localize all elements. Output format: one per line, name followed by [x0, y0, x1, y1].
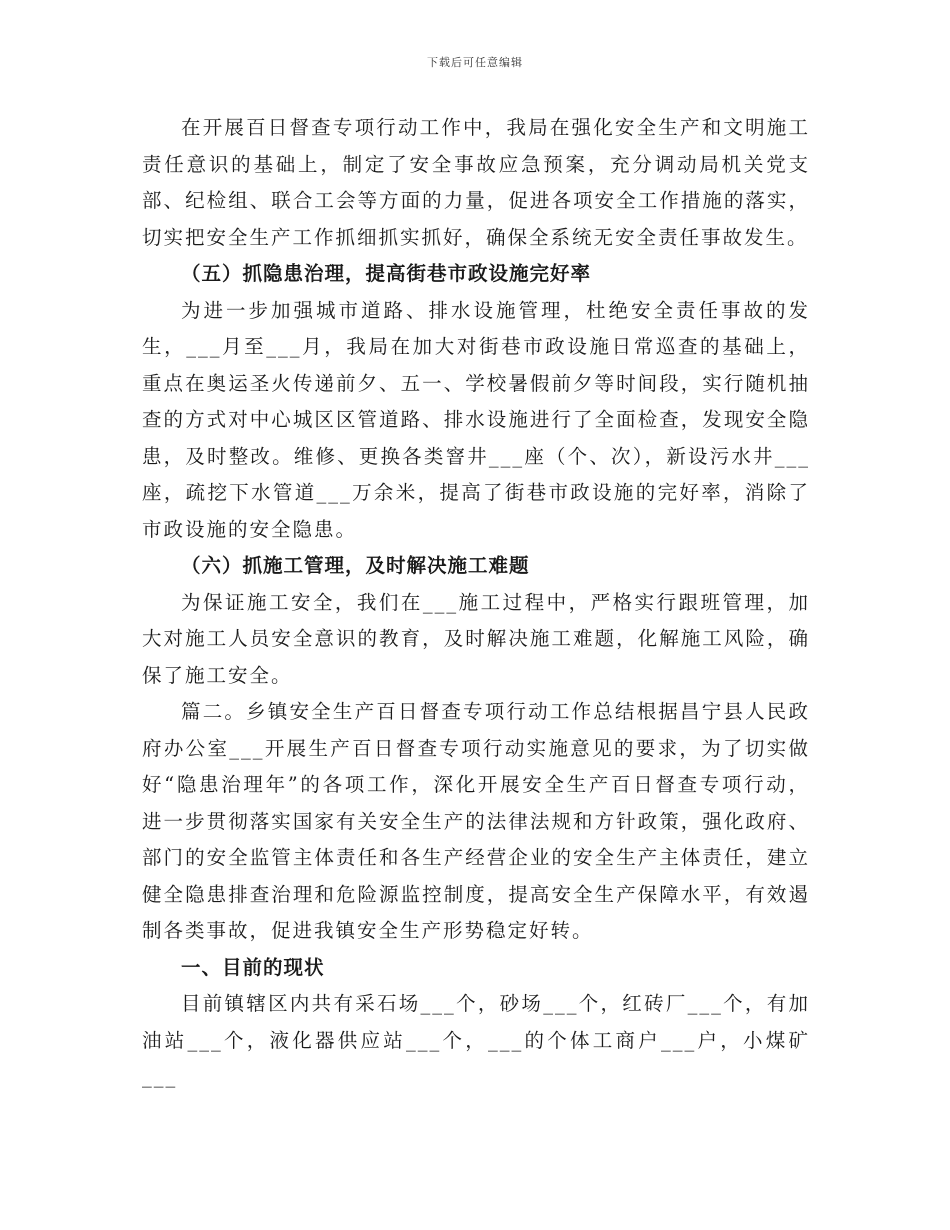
- paragraph: 为保证施工安全，我们在___施工过程中，严格实行跟班管理，加大对施工人员安全意识的教育，及时解决施工难题，化解施工风险，确保了施工安全。: [142, 590, 810, 687]
- paragraph: 为进一步加强城市道路、排水设施管理，杜绝安全责任事故的发生，___月至___月，我局在加大对街巷市政设施日常巡查的基础上，重点在奥运圣火传递前夕、五一、学校暑假前夕等时间段，实行随机抽查的方式对中心城区区管道路、排水设施进行了全面检查，发现安全隐患，及时整改。维修、更换各类窨井___座（个、次），新设污水井___座，疏挖下水管道___万余米，提高了街巷市政设施的完好率，消除了市政设施的安全隐患。: [142, 298, 810, 541]
- section-heading: 一、目前的现状: [181, 955, 325, 979]
- paragraph: 篇二。乡镇安全生产百日督查专项行动工作总结根据昌宁县人民政府办公室___开展生产百日督查专项行动实施意见的要求，为了切实做好“隐患治理年”的各项工作，深化开展安全生产百日督查专项行动，进一步贯彻落实国家有关安全生产的法律法规和方针政策，强化政府、部门的安全监管主体责任和各生产经营企业的安全生产主体责任，建立健全隐患排查治理和危险源监控制度，提高安全生产保障水平，有效遏制各类事故，促进我镇安全生产形势稳定好转。: [142, 700, 810, 942]
- paragraph: 在开展百日督查专项行动工作中，我局在强化安全生产和文明施工责任意识的基础上，制定了安全事故应急预案，充分调动局机关党支部、纪检组、联合工会等方面的力量，促进各项安全工作措施的落实，切实把安全生产工作抓细抓实抓好，确保全系统无安全责任事故发生。: [142, 116, 810, 249]
- section-heading: （五）抓隐患治理，提高街巷市政设施完好率: [181, 262, 592, 285]
- paragraph: 目前镇辖区内共有采石场___个，砂场___个，红砖厂___个，有加油站___个，液化器供应站___个，___的个体工商户___户，小煤矿___: [142, 992, 810, 1088]
- section-heading: （六）抓施工管理，及时解决施工难题: [181, 554, 530, 577]
- page-header: 下载后可任意编辑: [427, 56, 523, 69]
- document-body: [142, 110, 810, 1096]
